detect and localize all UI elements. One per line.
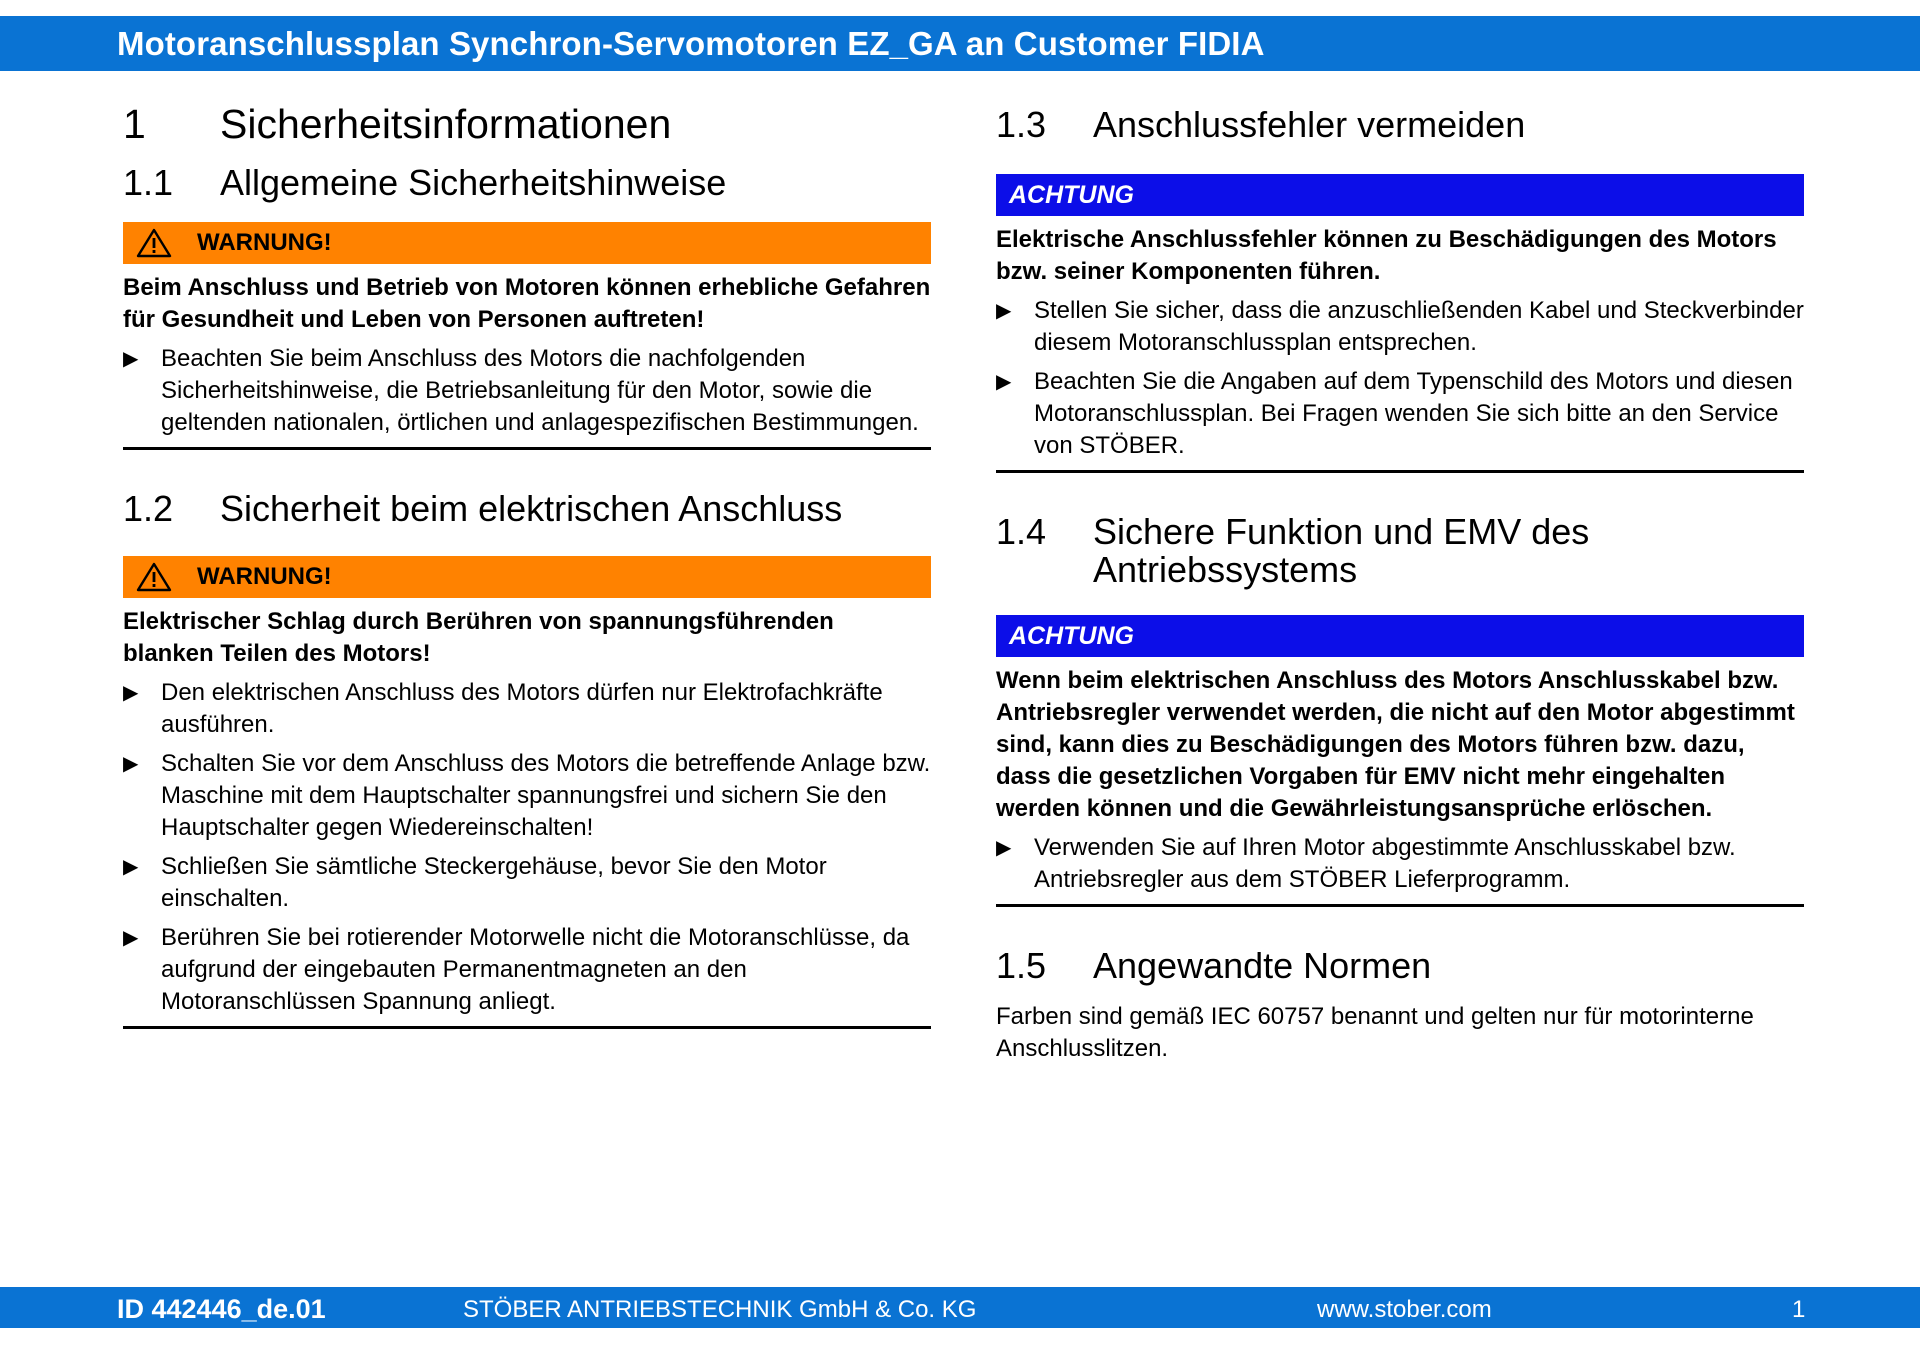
- notice-lead-text: Wenn beim elektrischen Anschluss des Motors Anschlusskabel bzw. Antriebsregler verwendet werden, die nicht auf den Motor abgestimmt sind, kann dies zu Beschädigungen des Motors führen bzw. dazu, dass die gesetzlichen Vorgaben für EMV nicht mehr eingehalten werden können und die Gewährleistungsansprüche erlöschen.: [996, 667, 1795, 822]
- warning-triangle-icon: [136, 228, 172, 258]
- website-link[interactable]: www.stober.com: [1317, 1296, 1492, 1323]
- list-item: [996, 366, 1804, 462]
- section-number: 1.4: [996, 511, 1047, 552]
- section-title: Anschlussfehler vermeiden: [1093, 104, 1526, 145]
- paragraph: Farben sind gemäß IEC 60757 benannt und gelten nur für motorinterne Anschlusslitzen.: [996, 1003, 1754, 1062]
- company-name: STÖBER ANTRIEBSTECHNIK GmbH & Co. KG: [463, 1296, 977, 1323]
- list-item: [996, 295, 1804, 359]
- warning-lead-text: Elektrischer Schlag durch Berühren von spannungsführenden blanken Teilen des Motors!: [123, 608, 834, 667]
- section-number: 1.2: [123, 488, 174, 529]
- list-item: [123, 851, 931, 915]
- warning-triangle-icon: [136, 562, 172, 592]
- section-1-1-heading: [123, 164, 931, 202]
- warning-banner: [123, 556, 931, 598]
- section-1-4-heading: [996, 513, 1804, 589]
- section-number: 1.5: [996, 945, 1047, 986]
- section-divider: [996, 470, 1804, 473]
- list-item: [123, 922, 931, 1018]
- list-item-text: Beachten Sie die Angaben auf dem Typenschild des Motors und diesen Motoranschlussplan. Bei Fragen wenden Sie sich bitte an den Service von STÖBER.: [1034, 368, 1793, 459]
- notice-banner: [996, 615, 1804, 657]
- list-item-text: Stellen Sie sicher, dass die anzuschließenden Kabel und Steckverbinder diesem Motoranschlussplan entsprechen.: [1034, 297, 1804, 356]
- list-item: [123, 748, 931, 844]
- list-item-text: Berühren Sie bei rotierender Motorwelle nicht die Motoranschlüsse, da aufgrund der eingebauten Permanentmagneten an den Motoranschlüssen Spannung anliegt.: [161, 924, 910, 1015]
- list-item-text: Den elektrischen Anschluss des Motors dürfen nur Elektrofachkräfte ausführen.: [161, 679, 883, 738]
- triangle-right-icon: ▶: [123, 856, 139, 878]
- document-title: Motoranschlussplan Synchron-Servomotoren EZ_GA an Customer FIDIA: [117, 24, 1265, 62]
- list-item: [996, 832, 1804, 896]
- section-1-2-heading: [123, 490, 931, 528]
- page-number: 1: [1792, 1296, 1806, 1323]
- triangle-right-icon: ▶: [996, 300, 1012, 322]
- section-title: Angewandte Normen: [1093, 945, 1432, 986]
- notice-label: ACHTUNG: [1009, 621, 1134, 650]
- triangle-right-icon: ▶: [123, 753, 139, 775]
- warning-banner: [123, 222, 931, 264]
- list-item: [123, 677, 931, 741]
- section-1-5-heading: [996, 947, 1804, 985]
- section-number: 1.3: [996, 104, 1047, 145]
- footer-bar: [0, 1287, 1920, 1328]
- list-item-text: Beachten Sie beim Anschluss des Motors die nachfolgenden Sicherheitshinweise, die Betriebsanleitung für den Motor, sowie die geltenden nationalen, örtlichen und anlagespezifischen Bestimmungen.: [161, 345, 919, 436]
- section-number: 1.1: [123, 162, 174, 203]
- warning-label: WARNUNG!: [197, 229, 332, 256]
- section-title: Allgemeine Sicherheitshinweise: [220, 162, 727, 203]
- triangle-right-icon: ▶: [996, 371, 1012, 393]
- left-column: [123, 96, 931, 1029]
- list-item: [123, 343, 931, 439]
- list-item-text: Schalten Sie vor dem Anschluss des Motors die betreffende Anlage bzw. Maschine mit dem Hauptschalter spannungsfrei und sichern Sie den Hauptschalter gegen Wiedereinschalten!: [161, 750, 931, 841]
- section-title: Sicherheit beim elektrischen Anschluss: [220, 488, 843, 529]
- notice-label: ACHTUNG: [1009, 180, 1134, 209]
- warning-lead-text: Beim Anschluss und Betrieb von Motoren können erhebliche Gefahren für Gesundheit und Leben von Personen auftreten!: [123, 274, 931, 333]
- triangle-right-icon: ▶: [123, 927, 139, 949]
- section-number: 1: [123, 100, 146, 147]
- section-divider: [123, 1026, 931, 1029]
- triangle-right-icon: ▶: [123, 348, 139, 370]
- section-1-heading: [123, 96, 931, 152]
- section-title: Sicherheitsinformationen: [220, 100, 672, 147]
- list-item-text: Verwenden Sie auf Ihren Motor abgestimmte Anschlusskabel bzw. Antriebsregler aus dem STÖBER Lieferprogramm.: [1034, 834, 1736, 893]
- document-id: ID 442446_de.01: [117, 1294, 326, 1324]
- warning-label: WARNUNG!: [197, 563, 332, 590]
- triangle-right-icon: ▶: [123, 682, 139, 704]
- header-bar: [0, 16, 1920, 71]
- triangle-right-icon: ▶: [996, 837, 1012, 859]
- list-item-text: Schließen Sie sämtliche Steckergehäuse, bevor Sie den Motor einschalten.: [161, 853, 827, 912]
- section-1-3-heading: [996, 106, 1804, 144]
- right-column: [996, 96, 1804, 1065]
- section-divider: [123, 447, 931, 450]
- notice-banner: [996, 174, 1804, 216]
- notice-lead-text: Elektrische Anschlussfehler können zu Beschädigungen des Motors bzw. seiner Komponenten führen.: [996, 226, 1777, 285]
- section-title: Sichere Funktion und EMV des Antriebssystems: [1093, 511, 1590, 590]
- section-divider: [996, 904, 1804, 907]
